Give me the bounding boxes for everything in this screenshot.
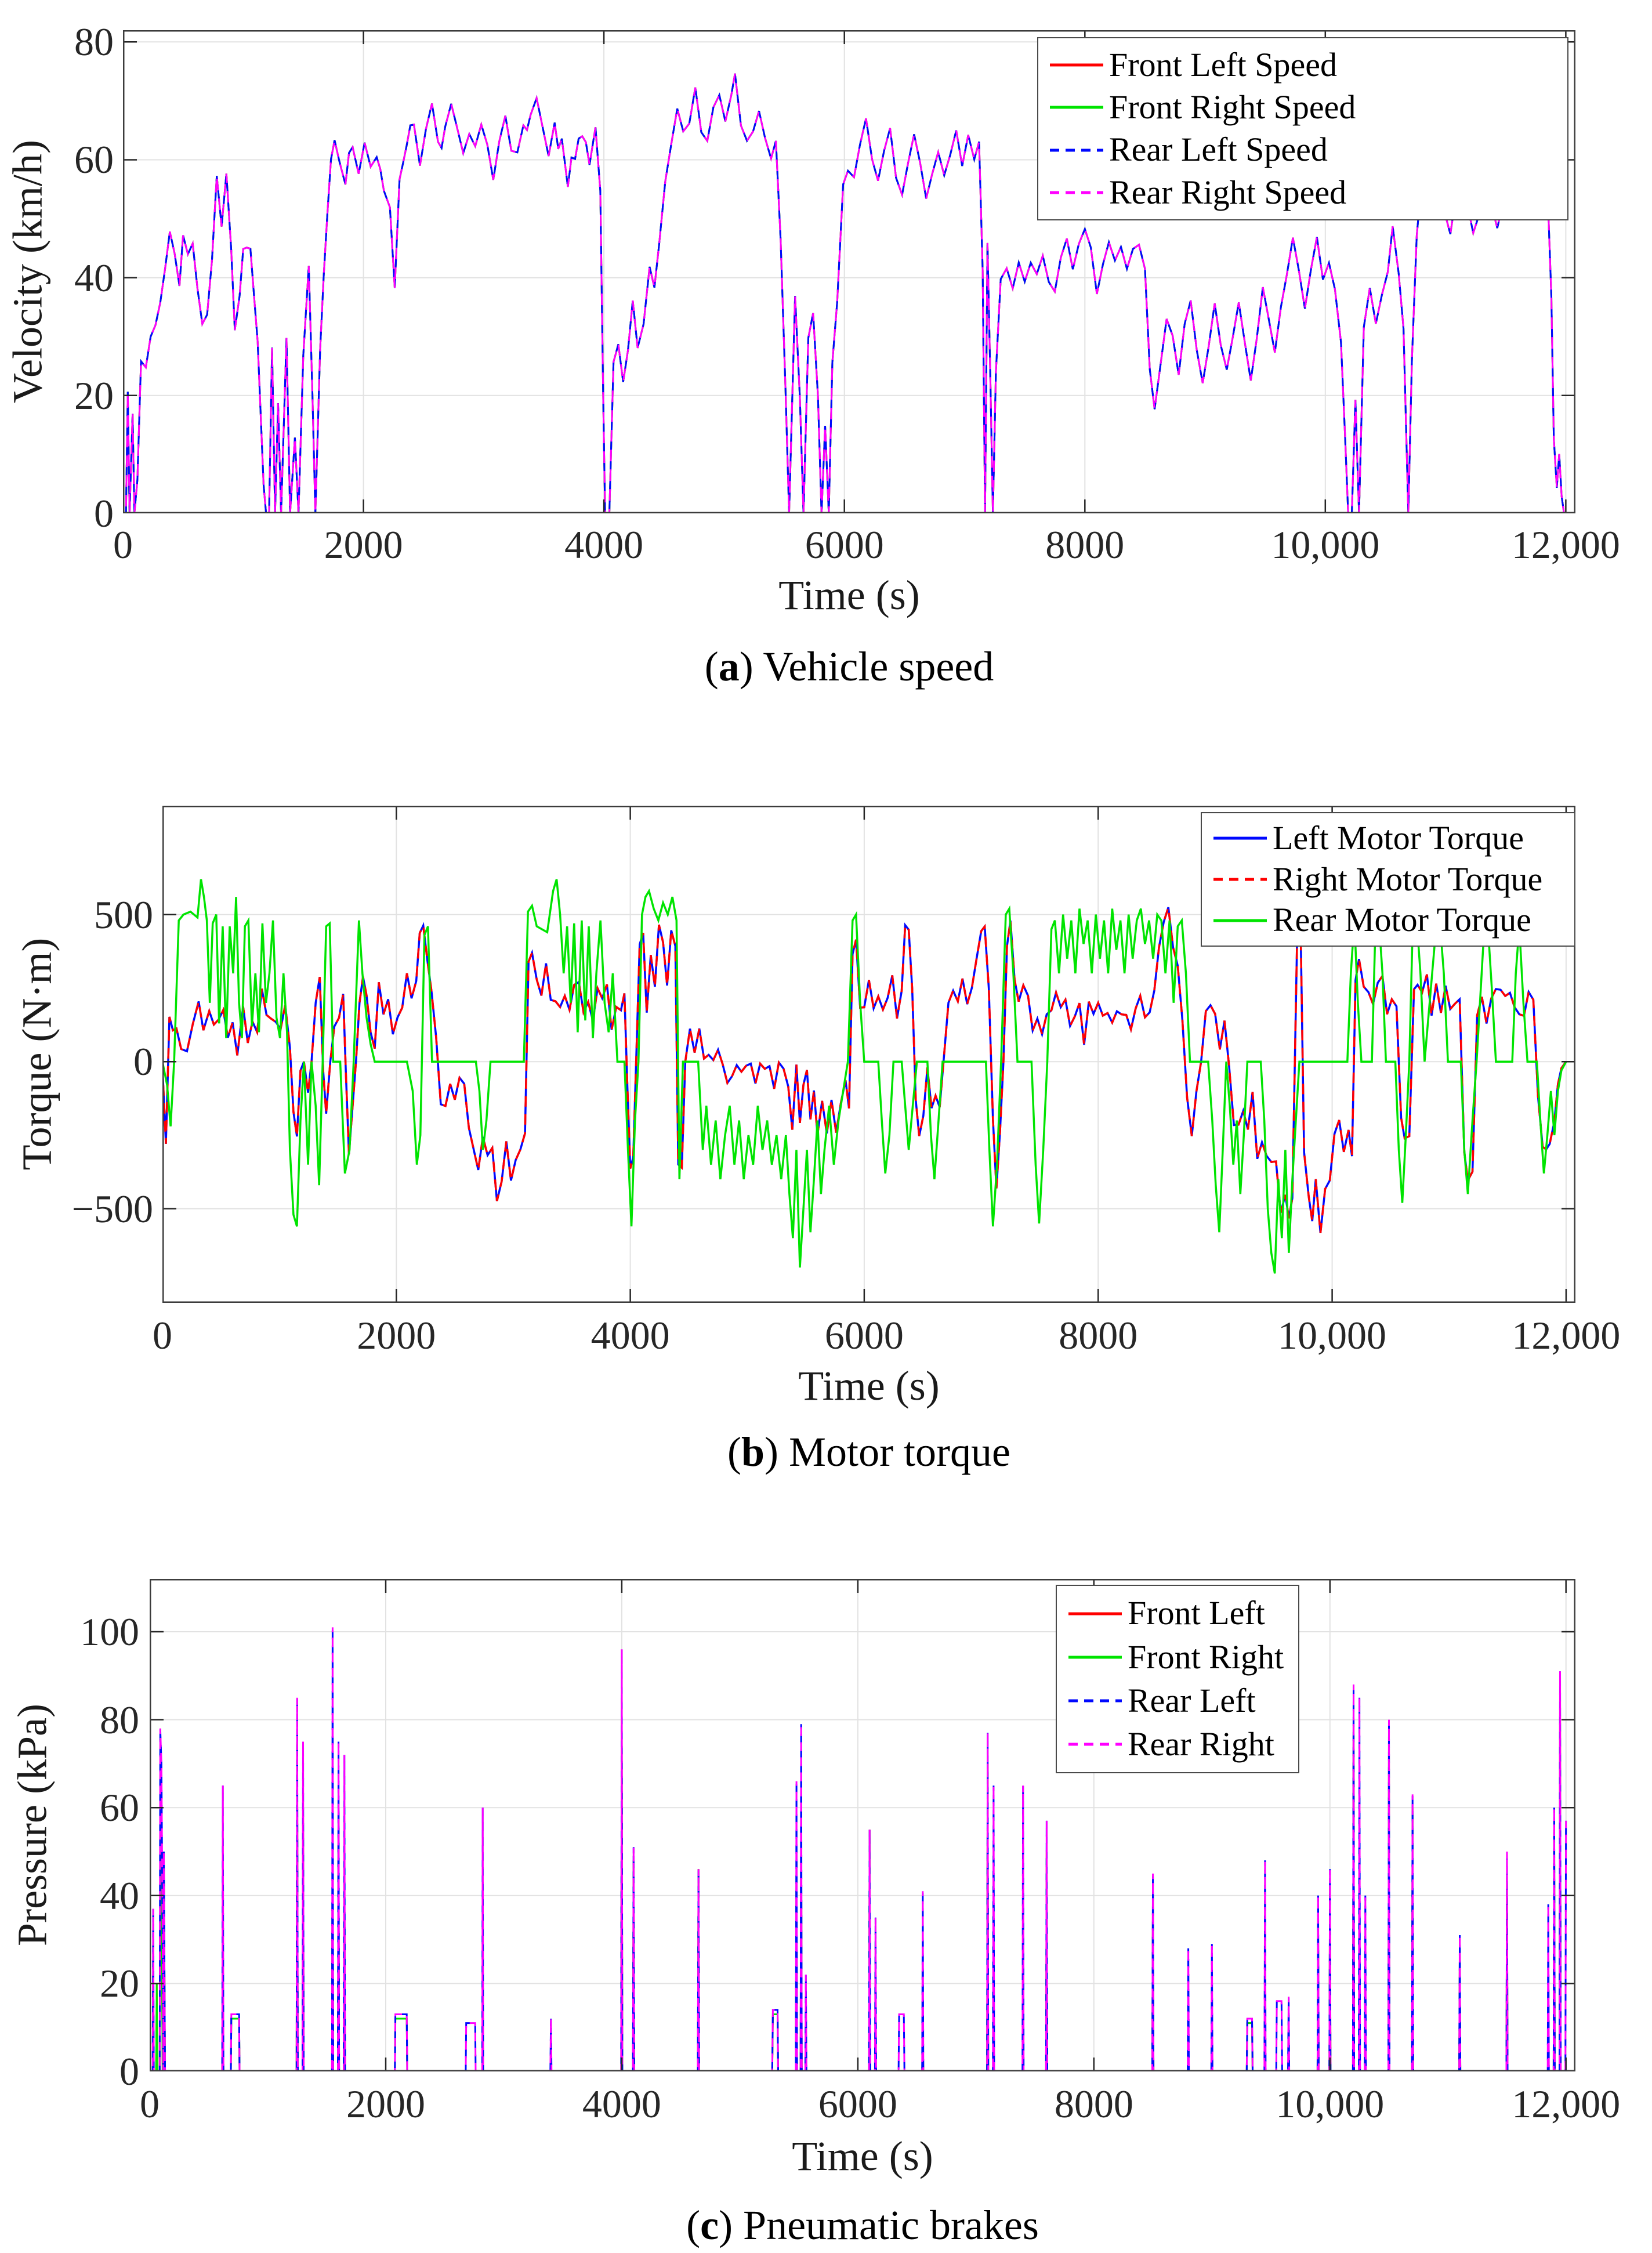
- x-tick-label-a: 12,000: [1511, 523, 1620, 567]
- legend-c: [1056, 1585, 1299, 1773]
- legend-label: Rear Motor Torque: [1273, 901, 1531, 939]
- legend-line-sample-icon: [1050, 104, 1103, 110]
- x-tick-label-c: 8000: [1054, 2082, 1133, 2126]
- y-tick-label-b: −500: [71, 1186, 153, 1231]
- x-tick-label-c: 4000: [582, 2082, 661, 2126]
- caption-b: [727, 1428, 1010, 1476]
- x-tick-label-c: 2000: [346, 2082, 425, 2126]
- legend-label: Front Right Speed: [1109, 88, 1356, 126]
- legend-line-sample-icon: [1068, 1654, 1122, 1660]
- legend-entry: [1038, 46, 1567, 85]
- caption-c-text: Pneumatic brakes: [733, 2202, 1039, 2248]
- x-tick-label-b: 4000: [590, 1313, 670, 1357]
- legend-label: Rear Right: [1128, 1725, 1274, 1763]
- y-axis-label-b: Torque (N·m): [13, 937, 60, 1171]
- y-axis-label-c: Pressure (kPa): [9, 1704, 56, 1946]
- legend-entry: [1057, 1725, 1298, 1764]
- y-axis-label-a: Velocity (km/h): [4, 140, 51, 403]
- legend-line-sample-icon: [1213, 918, 1267, 923]
- caption-a-close: ): [739, 643, 753, 690]
- x-tick-label-a: 6000: [805, 523, 884, 567]
- x-tick-label-b: 0: [153, 1313, 172, 1357]
- y-tick-label-b: 0: [133, 1039, 153, 1084]
- legend-line-sample-icon: [1213, 835, 1267, 841]
- caption-b-letter: b: [741, 1429, 765, 1475]
- y-tick-label-c: 40: [100, 1873, 139, 1918]
- legend-entry: [1038, 173, 1567, 212]
- x-tick-label-c: 6000: [818, 2082, 897, 2126]
- legend-label: Front Left Speed: [1109, 45, 1338, 84]
- y-tick-label-a: 60: [74, 137, 114, 182]
- legend-line-sample-icon: [1068, 1611, 1122, 1617]
- x-axis-label-c: Time (s): [792, 2133, 933, 2179]
- y-tick-label-c: 80: [100, 1697, 139, 1742]
- y-tick-label-c: 60: [100, 1785, 139, 1830]
- caption-c-open: (: [686, 2202, 701, 2248]
- y-tick-label-b: 500: [94, 892, 153, 937]
- legend-b: [1201, 812, 1575, 947]
- legend-line-sample-icon: [1068, 1741, 1122, 1747]
- legend-entry: [1057, 1594, 1298, 1633]
- y-tick-label-c: 100: [80, 1609, 139, 1654]
- y-tick-label-a: 40: [74, 255, 114, 300]
- x-tick-label-c: 0: [140, 2082, 160, 2126]
- caption-c-close: ): [719, 2202, 733, 2248]
- x-tick-label-a: 10,000: [1271, 523, 1380, 567]
- plot-area-c: [150, 1579, 1575, 2071]
- caption-a: [705, 643, 994, 691]
- legend-entry: [1038, 88, 1567, 127]
- y-tick-label-a: 0: [94, 491, 114, 535]
- legend-entry: [1057, 1682, 1298, 1720]
- legend-entry: [1038, 131, 1567, 169]
- y-tick-label-a: 20: [74, 373, 114, 418]
- legend-a: [1037, 37, 1568, 220]
- legend-line-sample-icon: [1050, 62, 1103, 68]
- caption-b-open: (: [727, 1429, 742, 1475]
- legend-entry: [1057, 1638, 1298, 1677]
- caption-a-open: (: [704, 643, 719, 690]
- x-axis-label-a: Time (s): [778, 572, 920, 618]
- x-tick-label-a: 8000: [1045, 523, 1125, 567]
- x-tick-label-a: 4000: [564, 523, 644, 567]
- legend-label: Right Motor Torque: [1273, 860, 1543, 898]
- legend-line-sample-icon: [1068, 1698, 1122, 1704]
- legend-label: Rear Right Speed: [1109, 173, 1347, 211]
- x-tick-label-c: 10,000: [1276, 2082, 1385, 2126]
- legend-line-sample-icon: [1050, 147, 1103, 153]
- x-tick-label-a: 2000: [324, 523, 403, 567]
- caption-a-text: Vehicle speed: [753, 643, 994, 690]
- y-tick-label-c: 20: [100, 1961, 139, 2006]
- x-tick-label-b: 12,000: [1512, 1313, 1621, 1357]
- x-tick-label-b: 6000: [824, 1313, 904, 1357]
- y-tick-label-a: 80: [74, 20, 114, 64]
- caption-c: [686, 2201, 1039, 2250]
- caption-b-text: Motor torque: [778, 1429, 1010, 1475]
- caption-c-letter: c: [700, 2202, 719, 2248]
- x-tick-label-b: 2000: [357, 1313, 436, 1357]
- caption-b-close: ): [765, 1429, 779, 1475]
- legend-label: Rear Left: [1128, 1681, 1256, 1719]
- legend-line-sample-icon: [1050, 190, 1103, 195]
- legend-label: Rear Left Speed: [1109, 131, 1328, 169]
- caption-a-letter: a: [718, 643, 740, 690]
- legend-entry: [1202, 860, 1574, 899]
- legend-entry: [1202, 819, 1574, 858]
- legend-entry: [1202, 901, 1574, 940]
- legend-label: Front Right: [1128, 1638, 1284, 1676]
- x-axis-label-b: Time (s): [798, 1363, 940, 1409]
- legend-line-sample-icon: [1213, 876, 1267, 882]
- x-tick-label-a: 0: [113, 523, 133, 567]
- legend-label: Front Left: [1128, 1594, 1265, 1632]
- y-tick-label-c: 0: [119, 2049, 139, 2093]
- x-tick-label-b: 8000: [1059, 1313, 1138, 1357]
- x-tick-label-c: 12,000: [1512, 2082, 1621, 2126]
- legend-label: Left Motor Torque: [1273, 818, 1524, 857]
- x-tick-label-b: 10,000: [1278, 1313, 1387, 1357]
